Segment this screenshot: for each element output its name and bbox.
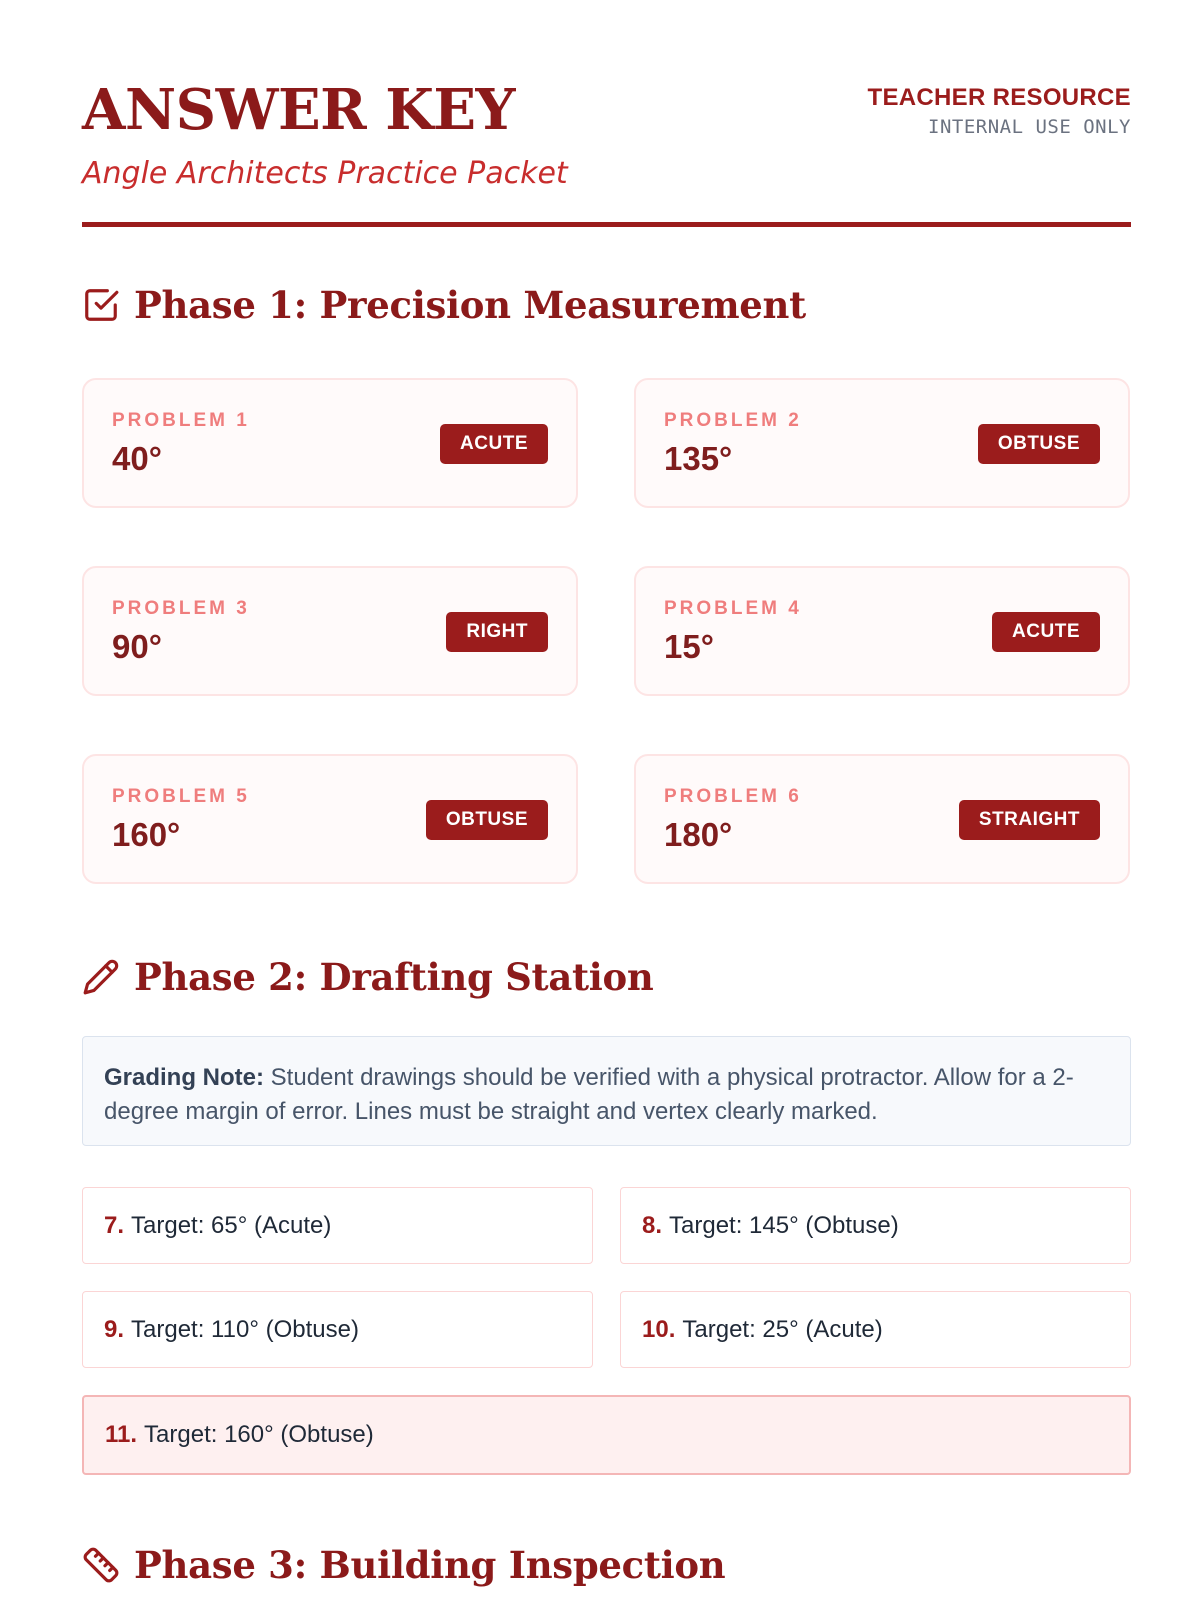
problem-label: PROBLEM 5 <box>112 786 250 807</box>
phase3-heading <box>82 1540 725 1590</box>
target-number: 8. <box>642 1211 663 1239</box>
page-header <box>82 77 1131 230</box>
problem-answer: 40° <box>112 440 162 477</box>
target-text: Target: 25° (Acute) <box>682 1315 883 1343</box>
header-divider <box>82 222 1131 227</box>
problem-card-4 <box>634 566 1130 696</box>
angle-type-badge: ACUTE <box>992 612 1100 652</box>
phase3-title: Phase 3: Building Inspection <box>134 1543 726 1587</box>
drafting-target-7 <box>82 1187 593 1264</box>
problem-answer: 160° <box>112 816 181 853</box>
angle-type-badge: STRAIGHT <box>959 800 1100 840</box>
problem-label: PROBLEM 3 <box>112 598 250 619</box>
drafting-target-11 <box>82 1395 1131 1475</box>
target-text: Target: 160° (Obtuse) <box>144 1421 374 1448</box>
problem-card-3 <box>82 566 578 696</box>
page-title: ANSWER KEY <box>82 77 516 143</box>
drafting-target-9 <box>82 1291 593 1368</box>
angle-type-badge: OBTUSE <box>426 800 548 840</box>
problem-answer: 135° <box>664 440 733 477</box>
angle-type-badge: OBTUSE <box>978 424 1100 464</box>
problem-label: PROBLEM 4 <box>664 598 802 619</box>
problem-label: PROBLEM 2 <box>664 410 802 431</box>
drafting-target-10 <box>620 1291 1131 1368</box>
problem-card-2 <box>634 378 1130 508</box>
problem-label: PROBLEM 6 <box>664 786 802 807</box>
target-number: 10. <box>642 1315 676 1343</box>
target-text: Target: 145° (Obtuse) <box>669 1211 899 1239</box>
resource-sublabel: INTERNAL USE ONLY <box>928 116 1131 138</box>
drafting-target-8 <box>620 1187 1131 1264</box>
target-number: 9. <box>104 1315 125 1343</box>
grading-note <box>82 1036 1131 1146</box>
resource-label: TEACHER RESOURCE <box>867 84 1131 111</box>
phase2-heading <box>82 952 654 1002</box>
ruler-icon <box>82 1546 120 1584</box>
problem-card-1 <box>82 378 578 508</box>
phase1-heading <box>82 280 806 330</box>
angle-type-badge: ACUTE <box>440 424 548 464</box>
resource-badge <box>868 84 1132 138</box>
phase1-title: Phase 1: Precision Measurement <box>134 283 806 327</box>
pencil-icon <box>82 958 120 996</box>
answer-key-page <box>82 0 1131 1600</box>
problem-answer: 15° <box>664 628 714 665</box>
target-number: 11. <box>105 1421 138 1448</box>
target-number: 7. <box>104 1211 125 1239</box>
target-text: Target: 65° (Acute) <box>131 1211 332 1239</box>
angle-type-badge: RIGHT <box>446 612 548 652</box>
checkbox-icon <box>82 286 120 324</box>
phase2-title: Phase 2: Drafting Station <box>134 955 654 999</box>
page-subtitle: Angle Architects Practice Packet <box>82 156 568 191</box>
grading-note-text: Student drawings should be verified with a physical protractor. Allow for a 2-degree margin of error. Lines must be straight and vertex clearly marked. <box>104 1064 1074 1125</box>
problem-answer: 180° <box>664 816 733 853</box>
problem-answer: 90° <box>112 628 162 665</box>
grading-note-label: Grading Note: <box>104 1064 264 1091</box>
problem-card-5 <box>82 754 578 884</box>
problem-label: PROBLEM 1 <box>112 410 250 431</box>
target-text: Target: 110° (Obtuse) <box>131 1315 359 1343</box>
problem-card-6 <box>634 754 1130 884</box>
